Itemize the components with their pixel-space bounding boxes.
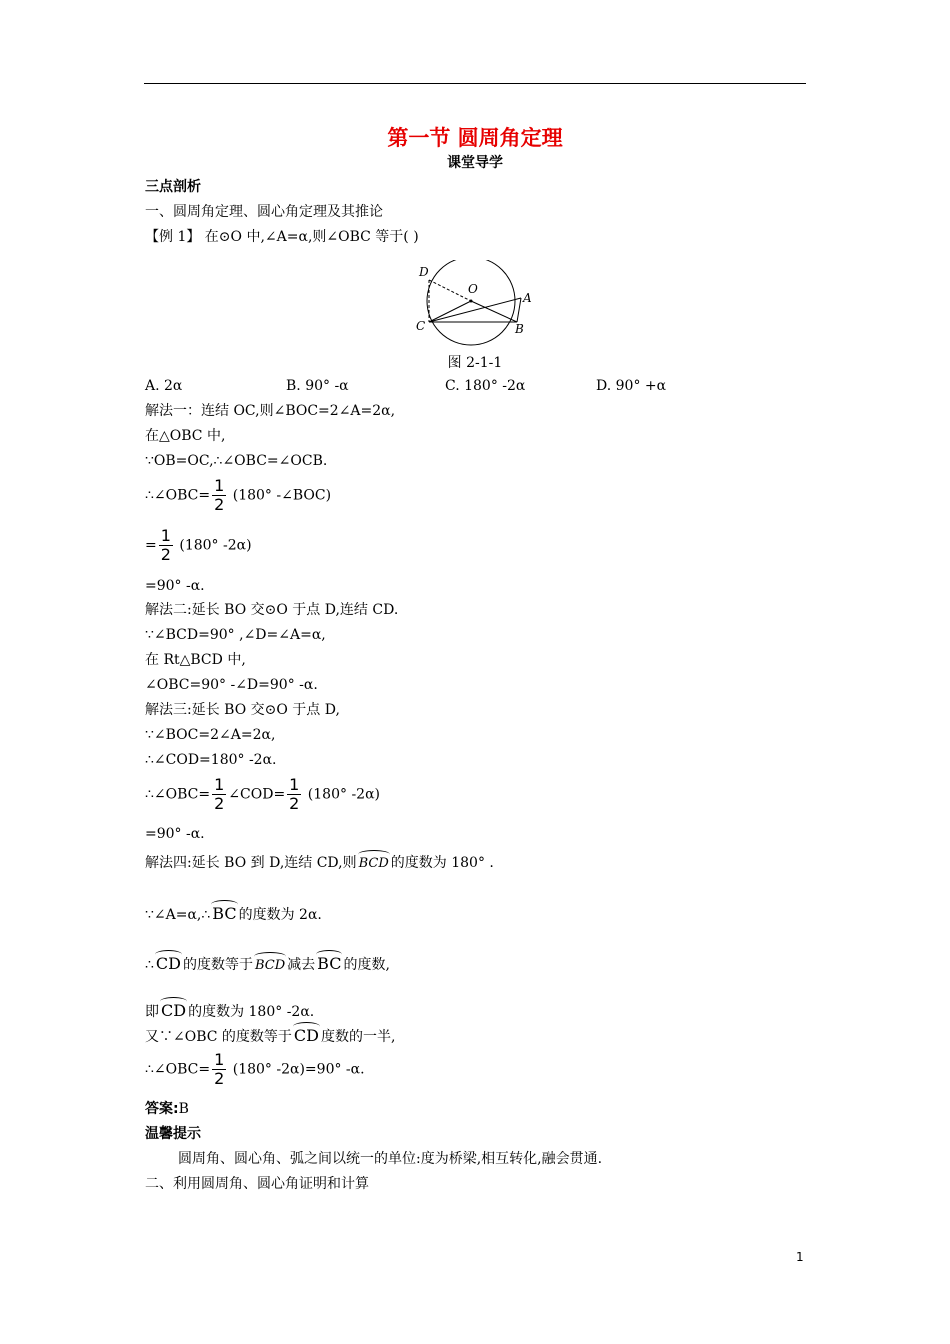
page-subtitle: 课堂导学 (447, 155, 503, 171)
fraction-denominator: 2 (289, 794, 300, 813)
fraction-numerator: 1 (160, 526, 171, 545)
topic-one: 一、圆周角定理、圆心角定理及其推论 (145, 204, 383, 220)
fraction-denominator: 2 (160, 545, 171, 564)
tip-heading: 温馨提示 (145, 1126, 201, 1142)
sol1-line1: 解法一：连结 OC,则∠BOC=2∠A=2α, (145, 403, 396, 419)
sol3-line5: =90° -α. (145, 826, 205, 842)
header-rule (144, 83, 806, 84)
arc-bcd: BCD (358, 856, 389, 871)
arc-bcd: BCD (255, 958, 286, 973)
label-d: D (419, 265, 429, 279)
sol3-line1: 解法三:延长 BO 交⊙O 于点 D, (145, 702, 340, 718)
option-c: C. 180° -2α (445, 378, 526, 394)
label-o: O (468, 282, 478, 296)
sol2-line1: 解法二:延长 BO 交⊙O 于点 D,连结 CD. (145, 602, 399, 618)
sol4-line4-post: 的度数为 180° -2α. (188, 1004, 315, 1020)
tip-text: 圆周角、圆心角、弧之间以统一的单位:度为桥梁,相互转化,融会贯通. (178, 1151, 603, 1167)
sol4-line6-post: (180° -2α)=90° -α. (228, 1061, 365, 1078)
option-b: B. 90° -α (286, 378, 349, 394)
page-number: 1 (796, 1250, 804, 1264)
sol4-line2-post: 的度数为 2α. (238, 907, 322, 923)
segment-co (429, 301, 471, 322)
sol1-line5-pre: = (145, 537, 157, 554)
fraction-half (287, 776, 301, 813)
sol3-line4 (145, 776, 380, 813)
sol1-line4-pre: ∴∠OBC= (145, 487, 211, 504)
fraction-numerator: 1 (214, 775, 225, 794)
fraction-numerator: 1 (214, 476, 225, 495)
figure-caption: 图 2-1-1 (447, 355, 503, 371)
sol4-line6 (145, 1051, 365, 1088)
sol4-line4 (145, 1002, 314, 1021)
fraction-half (212, 477, 226, 514)
sol4-line4-pre: 即 (145, 1004, 159, 1020)
sol4-line5 (145, 1027, 395, 1046)
page-title: 第一节 圆周角定理 (387, 126, 563, 150)
sol1-line5-post: (180° -2α) (174, 537, 252, 554)
sol4-line5-pre: 又∵∠OBC 的度数等于 (145, 1029, 292, 1045)
sol1-line3: ∵OB=OC,∴∠OBC=∠OCB. (145, 453, 328, 469)
sol1-line2: 在△OBC 中, (145, 428, 226, 444)
sol4-line3-post: 的度数, (343, 957, 390, 973)
arc-bc: BC (317, 954, 342, 973)
sol1-line4 (145, 477, 331, 514)
label-c: C (416, 319, 426, 333)
sol3-line2: ∵∠BOC=2∠A=2α, (145, 727, 276, 743)
sol4-line1 (145, 854, 494, 873)
sol4-line1-pre: 解法四:延长 BO 到 D,连结 CD,则 (145, 855, 357, 871)
segment-do-dashed (429, 280, 471, 301)
sol4-line3-pre: ∴ (145, 957, 154, 973)
fraction-half (159, 527, 173, 564)
label-a: A (523, 291, 532, 305)
example-question: 在⊙O 中,∠A=α,则∠OBC 等于( ) (200, 229, 419, 245)
option-d: D. 90° +α (596, 378, 667, 394)
center-point (470, 300, 473, 303)
label-b: B (515, 322, 524, 336)
sol1-line4-post: (180° -∠BOC) (228, 487, 332, 504)
answer-line (145, 1100, 189, 1118)
answer-label: 答案: (145, 1101, 179, 1117)
fraction-half (212, 776, 226, 813)
sol3-line4-pre: ∴∠OBC= (145, 786, 211, 803)
option-a: A. 2α (145, 378, 183, 394)
arc-cd: CD (155, 954, 181, 973)
example-stem (145, 228, 419, 246)
sol3-line4-post: (180° -2α) (303, 786, 380, 803)
arc-cd: CD (161, 1001, 187, 1020)
sol1-line6: =90° -α. (145, 578, 205, 594)
section-heading: 三点剖析 (145, 179, 201, 195)
sol4-line3-mid1: 的度数等于 (183, 957, 253, 973)
sol4-line2 (145, 905, 322, 924)
segment-ob (471, 301, 517, 322)
fraction-denominator: 2 (214, 1069, 225, 1088)
sol4-line6-pre: ∴∠OBC= (145, 1061, 211, 1078)
segment-ab (517, 298, 521, 322)
circle-figure (413, 260, 537, 350)
fraction-numerator: 1 (214, 1050, 225, 1069)
fraction-numerator: 1 (289, 775, 300, 794)
sol4-line2-pre: ∵∠A=α,∴ (145, 907, 211, 923)
arc-bc: BC (212, 904, 237, 923)
fraction-denominator: 2 (214, 495, 225, 514)
topic-two: 二、利用圆周角、圆心角证明和计算 (145, 1176, 369, 1192)
arc-cd: CD (293, 1026, 319, 1045)
example-tag: 【例 1】 (145, 229, 201, 245)
segment-ca (429, 298, 521, 322)
sol4-line3-mid2: 减去 (287, 957, 316, 973)
sol3-line4-mid: ∠COD= (228, 786, 286, 803)
answer-value: B (178, 1101, 189, 1117)
sol2-line2: ∵∠BCD=90° ,∠D=∠A=α, (145, 627, 326, 643)
answer-options (145, 377, 805, 395)
sol2-line4: ∠OBC=90° -∠D=90° -α. (145, 677, 318, 693)
fraction-half (212, 1051, 226, 1088)
sol4-line1-post: 的度数为 180° . (390, 855, 494, 871)
sol4-line5-post: 度数的一半, (321, 1029, 396, 1045)
sol4-line3 (145, 955, 390, 975)
fraction-denominator: 2 (214, 794, 225, 813)
sol2-line3: 在 Rt△BCD 中, (145, 652, 246, 668)
sol3-line3: ∴∠COD=180° -2α. (145, 752, 277, 768)
sol1-line5 (145, 527, 252, 564)
